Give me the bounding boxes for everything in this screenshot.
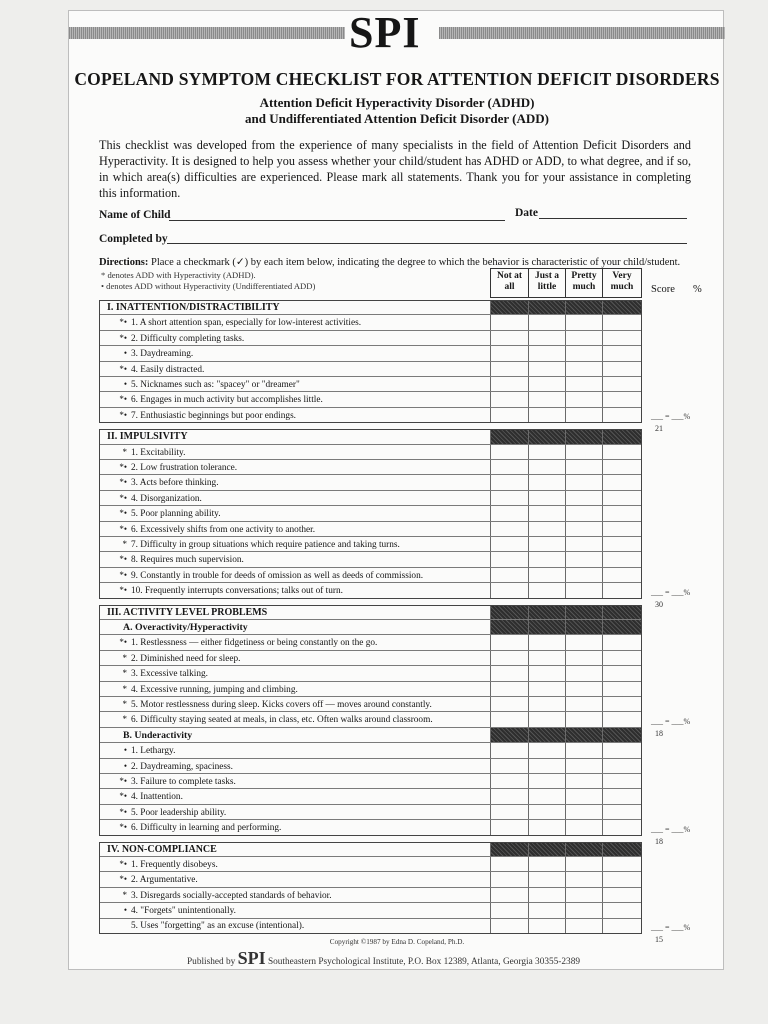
- max-score: 15: [655, 935, 663, 944]
- item-text: 7. Enthusiastic beginnings but poor endings.: [131, 410, 297, 421]
- page-title: COPELAND SYMPTOM CHECKLIST FOR ATTENTION DEFICIT DISORDERS: [74, 69, 720, 89]
- date-field[interactable]: [539, 218, 687, 219]
- item-text: 4. Easily distracted.: [131, 364, 205, 375]
- header-bar-left: [69, 27, 345, 39]
- item-marker: *: [122, 668, 127, 679]
- score-line[interactable]: ___ = ___%: [651, 824, 691, 834]
- item-marker: *•: [119, 791, 127, 802]
- item-marker: *•: [119, 462, 127, 472]
- subsection-underactivity-label: B. Underactivity: [123, 729, 193, 741]
- item-text: 5. Poor leadership ability.: [131, 807, 227, 818]
- item-text: 4. "Forgets" unintentionally.: [131, 906, 236, 917]
- item-text: 3. Excessive talking.: [131, 669, 208, 680]
- name-of-child-label: Name of Child: [99, 209, 171, 221]
- directions: [99, 256, 699, 268]
- col-pretty-much: Pretty much: [565, 268, 603, 298]
- section-activity-level-label: III. ACTIVITY LEVEL PROBLEMS: [107, 606, 268, 618]
- directions-text: Place a checkmark (✓) by each item below, indicating the degree to which the behavior is characteristic of your child/student.: [151, 257, 681, 268]
- publisher-line: [187, 948, 580, 969]
- item-marker: *•: [119, 585, 127, 596]
- item-text: 1. Frequently disobeys.: [131, 860, 218, 870]
- item-marker: *•: [119, 332, 127, 343]
- col-very-much: Very much: [602, 268, 642, 298]
- item-text: 6. Difficulty staying seated at meals, in class, etc. Often walks around classroom.: [131, 715, 433, 726]
- item-text: 3. Failure to complete tasks.: [131, 777, 236, 787]
- item-marker: *•: [119, 637, 127, 648]
- section-box: [99, 605, 642, 836]
- subtitle-add: and Undifferentiated Attention Deficit Disorder (ADD): [245, 111, 549, 126]
- item-marker: •: [123, 745, 127, 756]
- item-marker: *: [122, 683, 127, 694]
- item-text: 6. Engages in much activity but accomplishes little.: [131, 395, 323, 406]
- item-marker: *•: [119, 508, 127, 519]
- item-text: 6. Excessively shifts from one activity to another.: [131, 524, 316, 535]
- item-marker: *•: [119, 477, 127, 488]
- checklist-sheet: [68, 10, 724, 970]
- item-text: 1. Restlessness — either fidgetiness or being constantly on the go.: [131, 638, 378, 649]
- max-score: 30: [655, 599, 663, 609]
- section-box: [99, 300, 642, 423]
- item-text: 3. Acts before thinking.: [131, 478, 219, 489]
- max-score: 21: [655, 424, 663, 434]
- legend-adhd: * denotes ADD with Hyperactivity (ADHD).: [101, 270, 256, 280]
- item-text: 5. Nicknames such as: "spacey" or "dreamer": [131, 380, 300, 390]
- section-box: [99, 842, 642, 934]
- item-marker: *•: [119, 317, 127, 328]
- publisher-address: Southeastern Psychological Institute, P.O. Box 12389, Atlanta, Georgia 30355-2389: [267, 957, 580, 967]
- col-not-at-all: Not at all: [490, 268, 529, 298]
- item-marker: *: [122, 652, 127, 663]
- section-non-compliance-label: IV. NON-COMPLIANCE: [107, 843, 217, 855]
- item-text: 4. Disorganization.: [131, 493, 202, 504]
- score-line[interactable]: ___ = ___%: [651, 412, 691, 422]
- item-marker: *: [122, 699, 127, 709]
- score-line[interactable]: ___ = ___%: [651, 923, 691, 932]
- item-marker: *: [122, 446, 127, 457]
- item-text: 5. Motor restlessness during sleep. Kicks covers off — moves around constantly.: [131, 700, 432, 710]
- subsection-overactivity-label: A. Overactivity/Hyperactivity: [123, 622, 248, 633]
- max-score: 18: [655, 728, 663, 738]
- item-marker: *: [122, 889, 127, 900]
- col-score: Score: [651, 284, 675, 295]
- item-marker: *•: [119, 874, 127, 885]
- item-text: 3. Daydreaming.: [131, 349, 194, 360]
- item-text: 2. Daydreaming, spaciness.: [131, 761, 233, 772]
- item-text: 2. Difficulty completing tasks.: [131, 333, 245, 344]
- item-text: 4. Inattention.: [131, 792, 183, 803]
- item-marker: *•: [119, 859, 127, 869]
- publisher-logo: SPI: [237, 948, 266, 968]
- item-marker: *•: [119, 492, 127, 503]
- item-text: 2. Low frustration tolerance.: [131, 463, 238, 473]
- col-just-a-little: Just a little: [528, 268, 566, 298]
- item-marker: •: [123, 905, 127, 916]
- copyright: Copyright ©1987 by Edna D. Copeland, Ph.D.: [329, 938, 465, 946]
- item-text: 4. Excessive running, jumping and climbing.: [131, 684, 298, 695]
- item-text: 1. Excitability.: [131, 447, 186, 458]
- item-marker: •: [123, 760, 127, 771]
- header-bar-right: [439, 27, 725, 39]
- max-score: 18: [655, 836, 663, 846]
- section-impulsivity-label: II. IMPULSIVITY: [107, 431, 188, 443]
- item-marker: •: [123, 348, 127, 359]
- item-text: 3. Disregards socially-accepted standards of behavior.: [131, 890, 332, 901]
- item-marker: *•: [119, 569, 127, 580]
- item-text: 10. Frequently interrupts conversations; talks out of turn.: [131, 586, 343, 597]
- item-text: 1. A short attention span, especially for low-interest activities.: [131, 318, 362, 329]
- item-marker: *•: [119, 523, 127, 534]
- item-marker: *•: [119, 363, 127, 374]
- item-text: 1. Lethargy.: [131, 746, 176, 757]
- item-text: 9. Constantly in trouble for deeds of omission as well as deeds of commission.: [131, 570, 424, 581]
- section-inattention-label: I. INATTENTION/DISTRACTIBILITY: [107, 302, 280, 313]
- section-box: [99, 429, 642, 598]
- intro-paragraph: This checklist was developed from the experience of many specialists in the field of Attention Deficit Disorders and Hyperactivity. It is designed to help you assess whether your child/student has ADHD or ADD, to what degree, and if so, in which area(s) difficulties are experienced. Please mark all statements. Thank you for your assistance in completing this information.: [99, 138, 691, 200]
- item-marker: *•: [119, 394, 127, 405]
- item-marker: *•: [119, 409, 127, 420]
- item-text: 5. Poor planning ability.: [131, 509, 221, 520]
- completed-by-label: Completed by: [99, 233, 168, 245]
- item-marker: *•: [119, 806, 127, 817]
- item-text: 8. Requires much supervision.: [131, 555, 244, 566]
- item-marker: •: [123, 379, 127, 389]
- item-marker: *•: [119, 776, 127, 786]
- item-marker: *•: [119, 554, 127, 565]
- item-marker: *: [122, 539, 127, 549]
- score-line[interactable]: ___ = ___%: [651, 587, 691, 597]
- item-text: 7. Difficulty in group situations which require patience and taking turns.: [131, 540, 400, 550]
- item-text: 2. Argumentative.: [131, 875, 198, 886]
- spi-logo: SPI: [349, 8, 421, 57]
- directions-label: Directions:: [99, 257, 149, 268]
- item-text: 6. Difficulty in learning and performing.: [131, 823, 282, 834]
- item-text: 5. Uses "forgetting" as an excuse (intentional).: [131, 920, 305, 931]
- subtitle-adhd: Attention Deficit Hyperactivity Disorder (ADHD): [259, 95, 535, 110]
- item-marker: *•: [119, 822, 127, 833]
- completed-by-field[interactable]: [167, 243, 687, 244]
- date-label: Date: [515, 207, 538, 219]
- published-by-label: Published by: [187, 957, 236, 967]
- item-text: 2. Diminished need for sleep.: [131, 653, 241, 664]
- score-line[interactable]: ___ = ___%: [651, 716, 691, 726]
- item-marker: *: [122, 714, 127, 725]
- name-of-child-field[interactable]: [169, 220, 505, 221]
- legend-add: • denotes ADD without Hyperactivity (Undifferentiated ADD): [101, 281, 316, 291]
- col-percent: %: [693, 284, 702, 295]
